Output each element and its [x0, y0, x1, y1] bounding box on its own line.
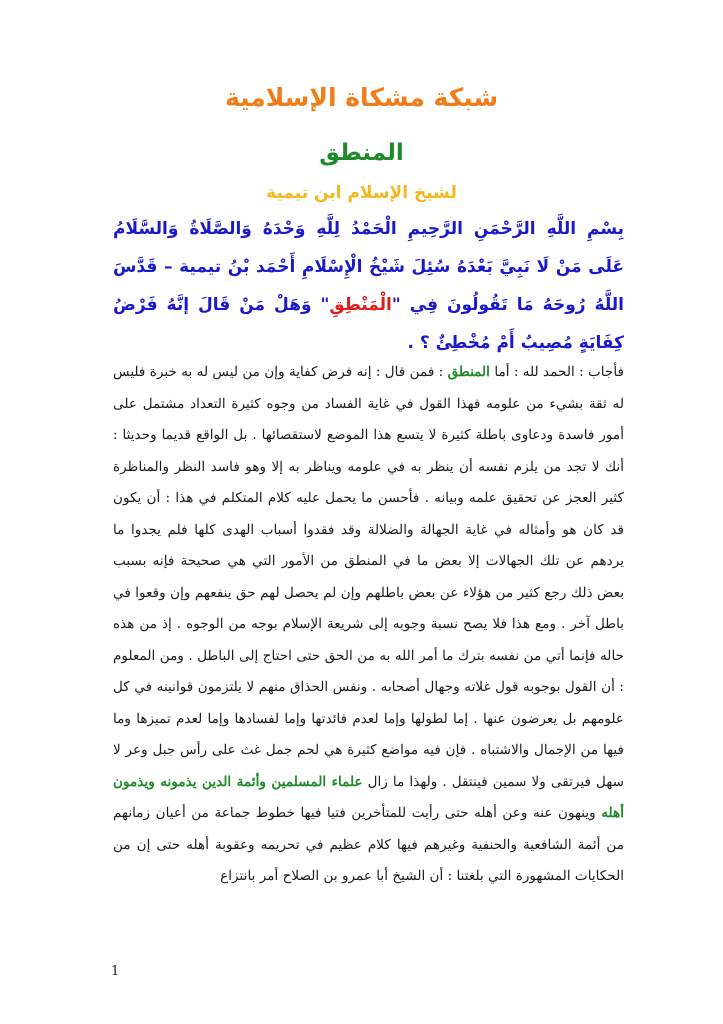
question-paragraph: [113, 210, 624, 362]
question-term: الْمَنْطِقِ: [329, 295, 392, 315]
answer-term-scholars: علماء المسلمين وأئمة الدين يذمونه ويذمون أهله: [113, 773, 624, 821]
page-number: 1: [111, 964, 120, 979]
question-text-after: " وَهَلْ مَنْ قَالَ إنَّهُ فَرْضُ كِفَايَةٍ مُصِيبٌ أَمْ مُخْطِئٌ ؟ .: [113, 295, 624, 353]
book-title: المنطق: [319, 140, 404, 166]
site-title: شبكة مشكاة الإسلامية: [224, 83, 499, 112]
answer-text-1: فأجاب : الحمد لله : أما: [494, 364, 624, 380]
question-text-before: بِسْمِ اللَّهِ الرَّحْمَنِ الرَّحِيمِ الْحَمْدُ لِلَّهِ وَحْدَهُ وَالصَّلَاةُ وَالسَّلَامُ عَلَى مَنْ لَا نَبِيَّ بَعْدَهُ سُئِلَ شَيْخُ الْإِسْلَامِ أَحْمَد بْنُ تيمية – قَدَّسَ اللَّهُ رُوحَهُ مَا تَقُولُونَ فِي ": [113, 219, 624, 315]
answer-paragraph: [113, 357, 624, 893]
answer-text-3: وينهون عنه وعن أهله حتى رأيت للمتأخرين فتيا فيها خطوط جماعة من أعيان زمانهم من أئمة الشافعية والحنفية وغيرهم فيها كلام عظيم في تحريمه وعقوبة أهله حتى إن من الحكايات المشهورة التي بلغتنا : أن الشيخ أبا عمرو بن الصلاح أمر بانتزاع: [113, 805, 624, 884]
answer-text-2: : فمن قال : إنه فرض كفاية وإن من ليس له به خبرة فليس له ثقة بشيء من علومه فهذا القول في غاية الفساد من وجوه كثيرة التعداد مشتمل على أمور فاسدة ودعاوى باطلة كثيرة لا يتسع هذا الموضع لاستقصائها . بل الواقع قديما وحديثا : أنك لا تجد من يلزم نفسه أن ينظر به في علومه ويناظر به إلا وهو فاسد النظر والمناظرة كثير العجز عن تحقيق علمه وبيانه . فأحسن ما يحمل عليه كلام المتكلم في هذا : أن يكون قد كان هو وأمثاله في غاية الجهالة والضلالة وقد فقدوا أسباب الهدى كلها فلم يجدوا ما يردهم عن تلك الجهالات إلا بعض ما في المنطق من الأمور التي هي صحيحة فإنه بسبب بعض ذلك رجع كثير من هؤلاء عن بعض باطلهم وإن لم يحصل لهم حق ينفعهم وإن وقعوا في باطل آخر . ومع هذا فلا يصح نسبة وجوبه إلى شريعة الإسلام بوجه من الوجوه . إذ من هذه حاله فإنما أتي من نفسه بترك ما أمر الله به من الحق حتى احتاج إلى الباطل . ومن المعلوم : أن القول بوجوبه قول غلاته وجهال أصحابه . ونفس الحذاق منهم لا يلتزمون قوانينه في كل علومهم بل يعرضون عنها . إما لطولها وإما لعدم فائدتها وإما لفسادها وإما لعدم تميزها وما فيها من الإجمال والاشتباه . فإن فيه مواضع كثيرة هي لحم جمل غث على رأس جبل وعر لا سهل فيرتقى ولا سمين فينتقل . ولهذا ما زال: [113, 364, 624, 790]
answer-term-logic: المنطق: [447, 364, 490, 380]
author-line: لشيخ الإسلام ابن تيمية: [266, 183, 457, 203]
